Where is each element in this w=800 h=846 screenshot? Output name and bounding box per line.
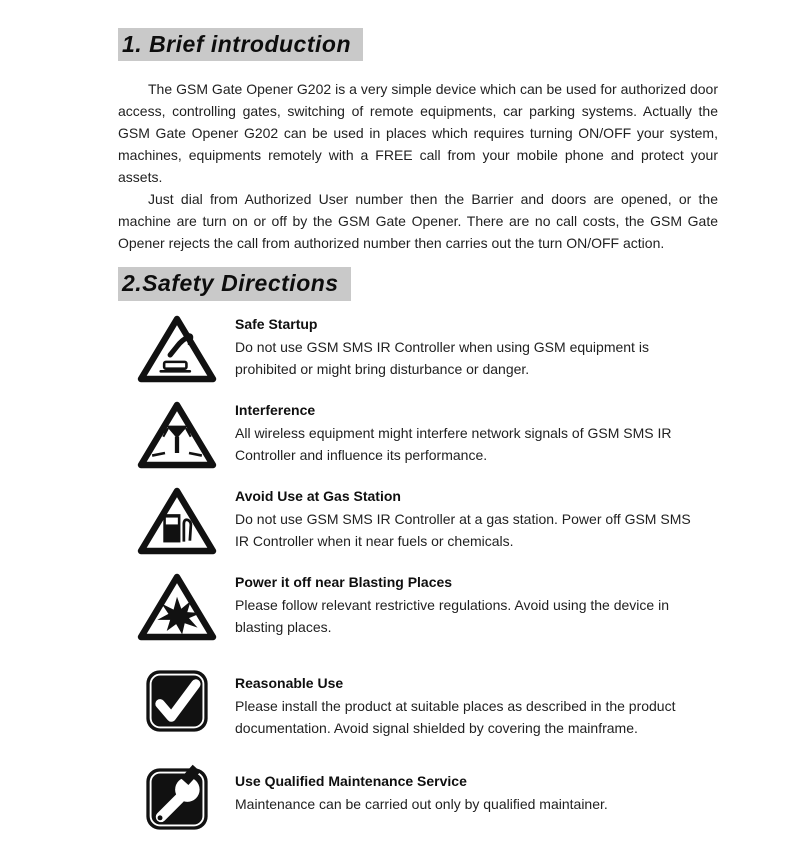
safety-item-description: Maintenance can be carried out only by qualified maintainer. [235, 795, 608, 812]
gas-station-warning-icon [118, 485, 235, 557]
section-2-heading-row [118, 267, 718, 300]
safety-item-description: Please follow relevant restrictive regulations. Avoid using the device in blasting places. [235, 596, 669, 635]
safety-item-text [235, 485, 705, 552]
intro-paragraph-1: The GSM Gate Opener G202 is a very simple device which can be used for authorized door access, controlling gates, switching of remote equipments, car parking systems. Actually the GSM Gate Opener G202 can be used in places which requires turning ON/OFF your system, machines, equipments remotely with a FREE call from your mobile phone and protect your assets. [118, 81, 718, 186]
intro-paragraph-2: Just dial from Authorized User number then the Barrier and doors are opened, or the machine are turn on or off by the GSM Gate Opener. There are no call costs, the GSM Gate Opener rejects the call from authorized number then carries out the turn ON/OFF action. [118, 191, 718, 252]
safety-item-reasonable-use [118, 665, 718, 739]
safety-item-text [235, 313, 705, 380]
safety-item-description: Please install the product at suitable places as described in the product documentation. Avoid signal shielded by covering the mainframe. [235, 697, 676, 736]
safety-item-text [235, 571, 705, 638]
safety-item-title: Power it off near Blasting Places [235, 573, 453, 590]
safety-item-title: Avoid Use at Gas Station [235, 487, 401, 504]
safety-item-blasting [118, 571, 718, 643]
safety-item-description: Do not use GSM SMS IR Controller at a gas station. Power off GSM SMS IR Controller when it near fuels or chemicals. [235, 510, 691, 549]
safety-item-title: Safe Startup [235, 315, 318, 332]
safe-startup-warning-icon [118, 313, 235, 385]
safety-item-text [235, 399, 705, 466]
safety-directions-list [118, 313, 718, 832]
reasonable-use-check-icon [118, 665, 235, 734]
safety-item-description: All wireless equipment might interfere network signals of GSM SMS IR Controller and influence its performance. [235, 424, 672, 463]
blasting-warning-icon [118, 571, 235, 643]
safety-item-safe-startup [118, 313, 718, 385]
safety-item-gas-station [118, 485, 718, 557]
safety-item-text [235, 763, 705, 815]
safety-item-interference [118, 399, 718, 471]
interference-warning-icon [118, 399, 235, 471]
section-1-heading: 1. Brief introduction [118, 28, 363, 61]
section-1-heading-row [118, 28, 718, 61]
page-content [118, 28, 718, 846]
safety-item-description: Do not use GSM SMS IR Controller when using GSM equipment is prohibited or might bring disturbance or danger. [235, 338, 649, 377]
safety-item-title: Interference [235, 401, 316, 418]
safety-item-maintenance [118, 763, 718, 832]
section-2-heading: 2.Safety Directions [118, 267, 351, 300]
qualified-maintenance-wrench-icon [118, 763, 235, 832]
safety-item-text [235, 665, 705, 739]
safety-item-title: Use Qualified Maintenance Service [235, 772, 467, 789]
safety-item-title: Reasonable Use [235, 674, 344, 691]
